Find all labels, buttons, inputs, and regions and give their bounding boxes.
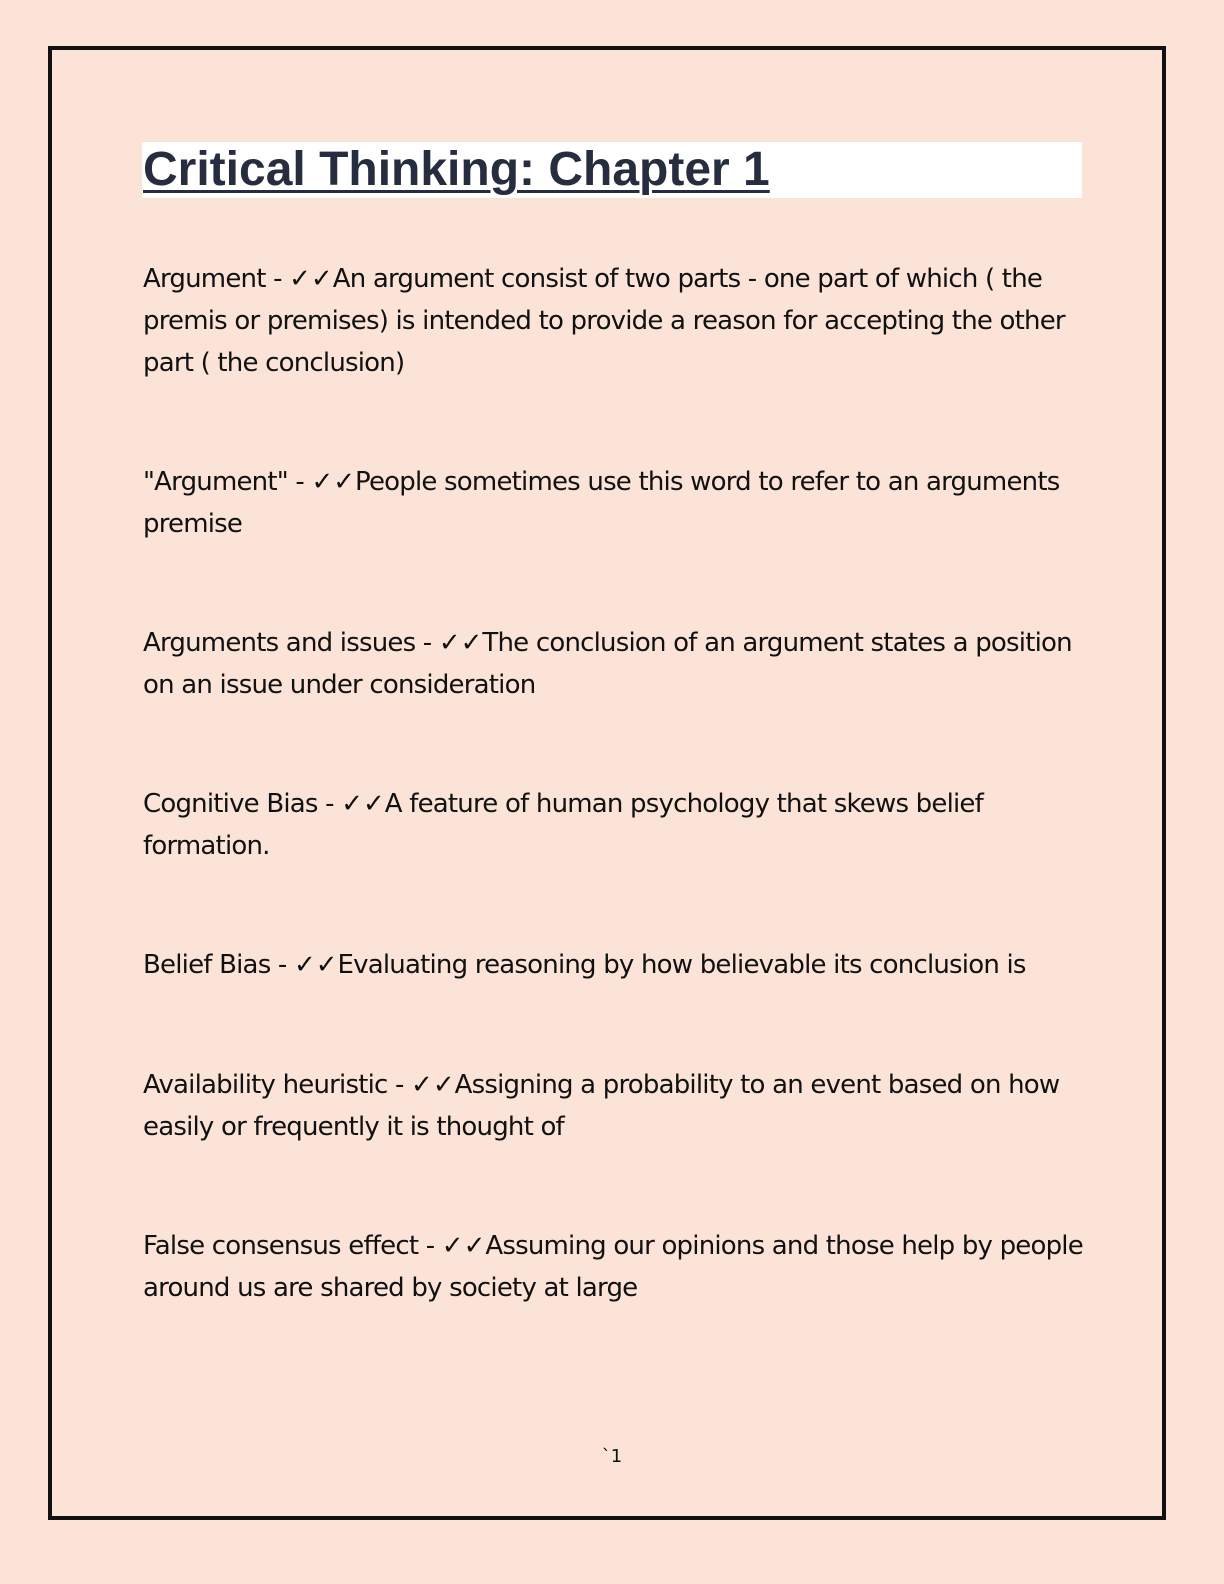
- entry-term: Cognitive Bias: [143, 789, 318, 819]
- entry-availability-heuristic: [143, 1064, 1083, 1148]
- entry-belief-bias: [143, 944, 1083, 986]
- entry-definition: A feature of human psychology that skews belief formation.: [143, 789, 983, 861]
- entry-arguments-and-issues: [143, 622, 1083, 706]
- check-mark-icon: ✓✓: [293, 950, 338, 980]
- entry-definition: Assuming our opinions and those help by people around us are shared by society at large: [143, 1231, 1083, 1303]
- term-separator: -: [317, 789, 342, 819]
- page-number: `1: [601, 1446, 623, 1467]
- term-separator: -: [287, 467, 312, 497]
- term-separator: -: [387, 1070, 412, 1100]
- entry-term: Availability heuristic: [143, 1070, 388, 1100]
- entry-term: Argument: [143, 264, 266, 294]
- entry-definition: Assigning a probability to an event based on how easily or frequently it is thought of: [143, 1070, 1060, 1142]
- entry-term: "Argument": [143, 467, 288, 497]
- check-mark-icon: ✓✓: [289, 264, 333, 294]
- term-separator: -: [415, 628, 439, 658]
- entry-argument: [143, 258, 1083, 384]
- entry-definition: An argument consist of two parts - one part of which ( the premis or premises) is intended to provide a reason for accepting the other part ( the conclusion): [143, 264, 1065, 378]
- check-mark-icon: ✓✓: [341, 789, 385, 819]
- check-mark-icon: ✓✓: [441, 1231, 486, 1261]
- check-mark-icon: ✓✓: [411, 1070, 455, 1100]
- entry-argument-quoted: [143, 461, 1083, 545]
- entry-definition: The conclusion of an argument states a position on an issue under consideration: [143, 628, 1072, 700]
- term-separator: -: [418, 1231, 442, 1261]
- entry-cognitive-bias: [143, 783, 1083, 867]
- entry-term: Arguments and issues: [143, 628, 416, 658]
- entry-term: False consensus effect: [143, 1231, 419, 1261]
- entry-false-consensus-effect: [143, 1225, 1083, 1309]
- term-separator: -: [265, 264, 290, 294]
- entry-definition: People sometimes use this word to refer to an arguments premise: [143, 467, 1060, 539]
- entry-term: Belief Bias: [143, 950, 271, 980]
- check-mark-icon: ✓✓: [311, 467, 356, 497]
- page-title: Critical Thinking: Chapter 1: [143, 143, 770, 196]
- term-separator: -: [270, 950, 294, 980]
- check-mark-icon: ✓✓: [438, 628, 483, 658]
- entry-definition: Evaluating reasoning by how believable its conclusion is: [337, 950, 1026, 980]
